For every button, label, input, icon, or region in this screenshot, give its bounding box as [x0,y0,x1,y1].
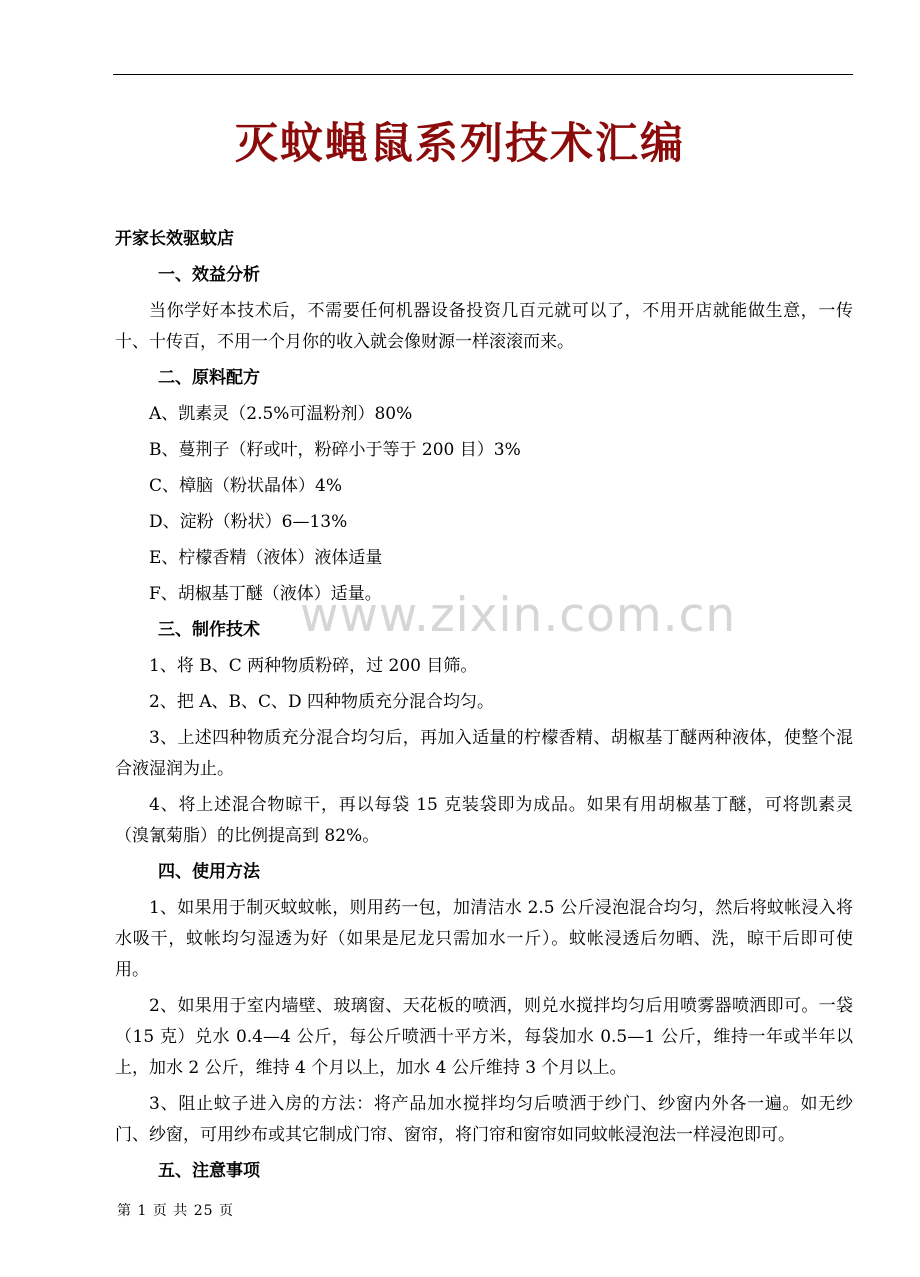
paragraph: 4、将上述混合物晾干，再以每袋 15 克装袋即为成品。如果有用胡椒基丁醚，可将凯素灵（溴氰菊脂）的比例提高到 82%。 [115,795,853,846]
section-heading-benefit: 一、效益分析 [158,265,260,285]
paragraph: 2、把 A、B、C、D 四种物质充分混合均匀。 [149,692,495,712]
formula-item-f: F、胡椒基丁醚（液体）适量。 [149,584,382,604]
header-rule [113,74,853,75]
formula-item-c: C、樟脑（粉状晶体）4% [149,476,342,496]
formula-item-b: B、蔓荆子（籽或叶，粉碎小于等于 200 目）3% [149,440,521,460]
intro-heading: 开家长效驱蚊店 [115,229,234,249]
paragraph: 3、阻止蚊子进入房的方法：将产品加水搅拌均匀后喷洒于纱门、纱窗内外各一遍。如无纱门、纱窗，可用纱布或其它制成门帘、窗帘，将门帘和窗帘如同蚊帐浸泡法一样浸泡即可。 [115,1094,853,1145]
formula-item-a: A、凯素灵（2.5%可温粉剂）80% [149,404,413,424]
paragraph: 当你学好本技术后，不需要任何机器设备投资几百元就可以了，不用开店就能做生意，一传十、十传百，不用一个月你的收入就会像财源一样滚滚而来。 [115,301,853,352]
section-heading-usage: 四、使用方法 [158,862,260,882]
paragraph: 1、将 B、C 两种物质粉碎，过 200 目筛。 [149,656,478,676]
formula-item-d: D、淀粉（粉状）6—13% [149,512,348,532]
page-footer: 第 1 页 共 25 页 [117,1203,234,1219]
paragraph: 1、如果用于制灭蚊蚊帐，则用药一包，加清洁水 2.5 公斤浸泡混合均匀，然后将蚊帐浸入将水吸干，蚊帐均匀湿透为好（如果是尼龙只需加水一斤）。蚊帐浸透后勿晒、洗，晾干后即可使用。 [115,898,853,980]
paragraph: 3、上述四种物质充分混合均匀后，再加入适量的柠檬香精、胡椒基丁醚两种液体，使整个混合液湿润为止。 [115,728,853,779]
section-heading-formula: 二、原料配方 [158,368,260,388]
formula-item-e: E、柠檬香精（液体）液体适量 [149,548,383,568]
section-heading-notes: 五、注意事项 [158,1161,260,1181]
section-heading-production: 三、制作技术 [158,620,260,640]
paragraph: 2、如果用于室内墙壁、玻璃窗、天花板的喷洒，则兑水搅拌均匀后用喷雾器喷洒即可。一袋（15 克）兑水 0.4—4 公斤，每公斤喷洒十平方米，每袋加水 0.5—1 公斤，维持一年或半年以上，加水 2 公斤，维持 4 个月以上，加水 4 公斤维持 3 个月以上。 [115,996,853,1078]
document-title: 灭蚊蝇鼠系列技术汇编 [235,119,685,169]
watermark: www.zixin.com.cn [300,588,737,643]
document-body [115,224,853,1192]
